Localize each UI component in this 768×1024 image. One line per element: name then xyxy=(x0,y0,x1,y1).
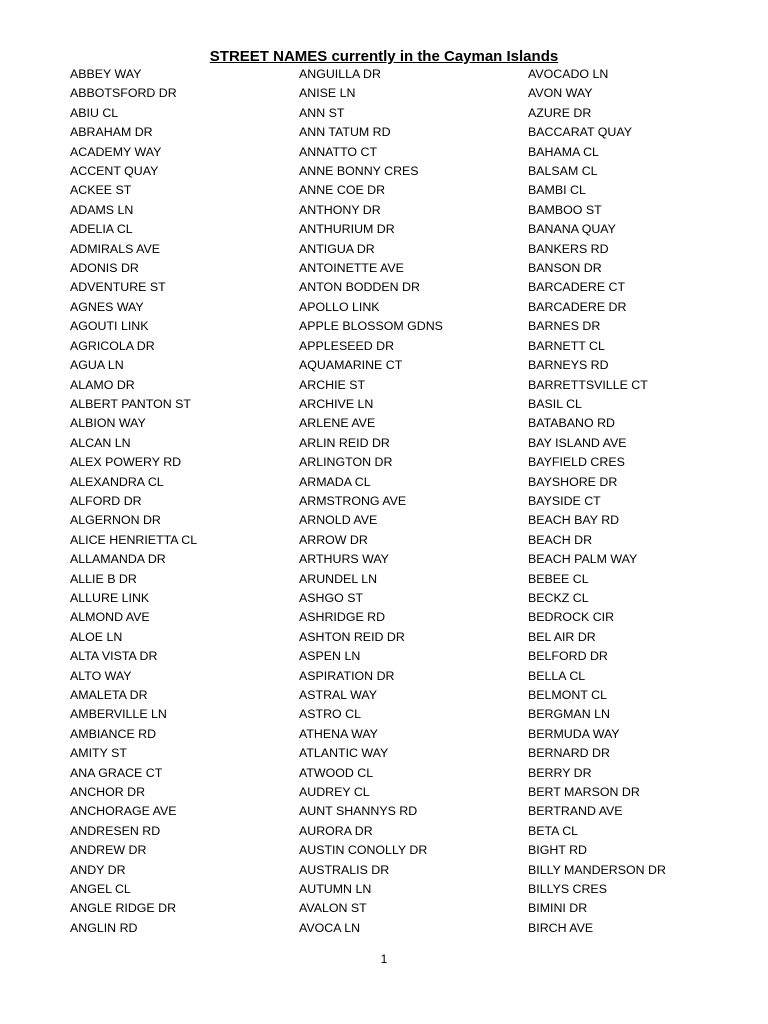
street-name: AUSTRALIS DR xyxy=(299,862,390,877)
street-name: BERRY DR xyxy=(528,765,592,780)
street-name: ANGUILLA DR xyxy=(299,67,381,81)
street-name: ASHTON REID DR xyxy=(299,629,405,644)
street-name: BERGMAN LN xyxy=(528,707,610,722)
street-name: ANTIGUA DR xyxy=(299,241,375,256)
street-name: ANISE LN xyxy=(299,86,356,101)
street-name: AURORA DR xyxy=(299,823,373,838)
street-name: ADELIA CL xyxy=(70,222,133,237)
street-name: BACCARAT QUAY xyxy=(528,125,632,140)
street-name: BARCADERE CT xyxy=(528,280,626,295)
street-name: ANGEL CL xyxy=(70,882,131,897)
street-name: ANA GRACE CT xyxy=(70,765,163,780)
street-name: BALSAM CL xyxy=(528,164,598,179)
street-name: ALMOND AVE xyxy=(70,610,150,625)
street-name: ANDRESEN RD xyxy=(70,823,161,838)
street-name: ACKEE ST xyxy=(70,183,132,198)
street-name: BERNARD DR xyxy=(528,746,610,761)
street-name: ABBOTSFORD DR xyxy=(70,86,177,101)
street-name: BANKERS RD xyxy=(528,241,609,256)
street-name: ANTON BODDEN DR xyxy=(299,280,420,295)
street-name: ALTO WAY xyxy=(70,668,132,683)
street-name: ALEX POWERY RD xyxy=(70,455,182,470)
street-name: BANANA QUAY xyxy=(528,222,616,237)
street-name: ARUNDEL LN xyxy=(299,571,378,586)
street-name: BASIL CL xyxy=(528,396,582,411)
street-name: ADVENTURE ST xyxy=(70,280,166,295)
street-name: BEACH BAY RD xyxy=(528,513,620,528)
street-name: AQUAMARINE CT xyxy=(299,358,403,373)
street-name: ALICE HENRIETTA CL xyxy=(70,532,198,547)
street-name: ABRAHAM DR xyxy=(70,125,153,140)
street-name: ANTHURIUM DR xyxy=(299,222,395,237)
street-name: ATWOOD CL xyxy=(299,765,374,780)
street-name: AGRICOLA DR xyxy=(70,338,155,353)
street-name: ANNATTO CT xyxy=(299,144,378,159)
street-name: AMBIANCE RD xyxy=(70,726,157,741)
street-name: ALLIE B DR xyxy=(70,571,137,586)
street-name: ALBERT PANTON ST xyxy=(70,396,191,411)
street-name: ANCHOR DR xyxy=(70,785,146,800)
street-name: ALCAN LN xyxy=(70,435,131,450)
street-name: ALLURE LINK xyxy=(70,590,150,605)
street-name: ACADEMY WAY xyxy=(70,144,162,159)
street-name: AUTUMN LN xyxy=(299,882,372,897)
street-name: AUSTIN CONOLLY DR xyxy=(299,843,428,858)
street-name: ABBEY WAY xyxy=(70,67,142,81)
street-name: APPLE BLOSSOM GDNS xyxy=(299,319,443,334)
street-name: ANCHORAGE AVE xyxy=(70,804,177,819)
page-number: 1 xyxy=(380,952,388,966)
street-name: AVOCA LN xyxy=(299,920,361,935)
street-name: ATHENA WAY xyxy=(299,726,378,741)
street-name: APOLLO LINK xyxy=(299,299,380,314)
street-name: BAYFIELD CRES xyxy=(528,455,625,470)
street-name: AVALON ST xyxy=(299,901,367,916)
street-name: ANDY DR xyxy=(70,862,126,877)
street-name: BERT MARSON DR xyxy=(528,785,640,800)
street-name: BELFORD DR xyxy=(528,649,608,664)
street-name: BEACH PALM WAY xyxy=(528,552,638,567)
street-name: ADONIS DR xyxy=(70,261,139,276)
street-name: ACCENT QUAY xyxy=(70,164,159,179)
street-name: BECKZ CL xyxy=(528,590,589,605)
street-name: ASPEN LN xyxy=(299,649,361,664)
street-name: BAYSHORE DR xyxy=(528,474,618,489)
street-name: AVON WAY xyxy=(528,86,593,101)
street-name: ALOE LN xyxy=(70,629,123,644)
street-name: BAYSIDE CT xyxy=(528,493,601,508)
street-name: ARMADA CL xyxy=(299,474,371,489)
street-name: BIGHT RD xyxy=(528,843,587,858)
street-name: ANGLIN RD xyxy=(70,920,138,935)
street-name: BILLYS CRES xyxy=(528,882,607,897)
street-name: ALBION WAY xyxy=(70,416,146,431)
street-name: ARLENE AVE xyxy=(299,416,376,431)
street-name: ANTHONY DR xyxy=(299,202,381,217)
street-name: ALGERNON DR xyxy=(70,513,161,528)
street-column-3 xyxy=(528,65,753,938)
street-name: ALAMO DR xyxy=(70,377,135,392)
street-name: ASHRIDGE RD xyxy=(299,610,386,625)
street-name: ARTHURS WAY xyxy=(299,552,389,567)
street-name: ALTA VISTA DR xyxy=(70,649,158,664)
street-name: BIMINI DR xyxy=(528,901,588,916)
street-name: ANN ST xyxy=(299,105,345,120)
street-name: ADAMS LN xyxy=(70,202,134,217)
street-name: ASPIRATION DR xyxy=(299,668,395,683)
document-title: STREET NAMES currently in the Cayman Islands xyxy=(209,48,559,65)
street-name: BANSON DR xyxy=(528,261,602,276)
street-name: ANDREW DR xyxy=(70,843,147,858)
street-name: AGNES WAY xyxy=(70,299,144,314)
street-name: BETA CL xyxy=(528,823,579,838)
street-name: BELMONT CL xyxy=(528,688,607,702)
street-name: AGOUTI LINK xyxy=(70,319,149,334)
street-name: ADMIRALS AVE xyxy=(70,241,160,256)
street-name: BAMBI CL xyxy=(528,183,586,198)
street-name: ATLANTIC WAY xyxy=(299,746,389,761)
street-column-1 xyxy=(70,65,295,938)
street-name: BELLA CL xyxy=(528,668,586,683)
street-name: ARNOLD AVE xyxy=(299,513,378,528)
street-name: BARCADERE DR xyxy=(528,299,627,314)
street-name: ASTRO CL xyxy=(299,707,361,722)
street-name: ANNE COE DR xyxy=(299,183,386,198)
street-name: ALEXANDRA CL xyxy=(70,474,164,489)
street-name: BAHAMA CL xyxy=(528,144,599,159)
street-name: BARNEYS RD xyxy=(528,358,609,373)
street-name: AGUA LN xyxy=(70,358,124,373)
street-name: BATABANO RD xyxy=(528,416,615,431)
street-name: ARLIN REID DR xyxy=(299,435,390,450)
street-name: BAY ISLAND AVE xyxy=(528,435,627,450)
street-name: ABIU CL xyxy=(70,105,119,120)
street-name: BIRCH AVE xyxy=(528,920,594,935)
street-name: AVOCADO LN xyxy=(528,67,609,81)
street-name: BARNETT CL xyxy=(528,338,605,353)
street-name: ALLAMANDA DR xyxy=(70,552,166,567)
street-name: ANN TATUM RD xyxy=(299,125,391,140)
street-name: ASHGO ST xyxy=(299,590,364,605)
street-name: AUNT SHANNYS RD xyxy=(299,804,418,819)
street-name: ANGLE RIDGE DR xyxy=(70,901,177,916)
street-name: BEBEE CL xyxy=(528,571,589,586)
street-name: APPLESEED DR xyxy=(299,338,395,353)
street-name: BILLY MANDERSON DR xyxy=(528,862,666,877)
street-name: ALFORD DR xyxy=(70,493,142,508)
street-name: AUDREY CL xyxy=(299,785,370,800)
street-name: BARRETTSVILLE CT xyxy=(528,377,648,392)
street-name: ASTRAL WAY xyxy=(299,688,378,702)
street-name: ANNE BONNY CRES xyxy=(299,164,419,179)
street-name: BARNES DR xyxy=(528,319,601,334)
street-name: AMITY ST xyxy=(70,746,127,761)
street-name: BEACH DR xyxy=(528,532,593,547)
street-name: ARROW DR xyxy=(299,532,368,547)
street-name: ARLINGTON DR xyxy=(299,455,393,470)
street-name: BEL AIR DR xyxy=(528,629,596,644)
street-name: BERMUDA WAY xyxy=(528,726,620,741)
street-name: BERTRAND AVE xyxy=(528,804,623,819)
street-name: ARCHIE ST xyxy=(299,377,366,392)
street-name: ARCHIVE LN xyxy=(299,396,374,411)
street-name: AMALETA DR xyxy=(70,688,148,702)
street-name: BEDROCK CIR xyxy=(528,610,615,625)
street-name: AZURE DR xyxy=(528,105,592,120)
street-name: ANTOINETTE AVE xyxy=(299,261,404,276)
street-name: AMBERVILLE LN xyxy=(70,707,167,722)
street-name: ARMSTRONG AVE xyxy=(299,493,407,508)
street-name: BAMBOO ST xyxy=(528,202,602,217)
street-column-2 xyxy=(299,65,524,938)
